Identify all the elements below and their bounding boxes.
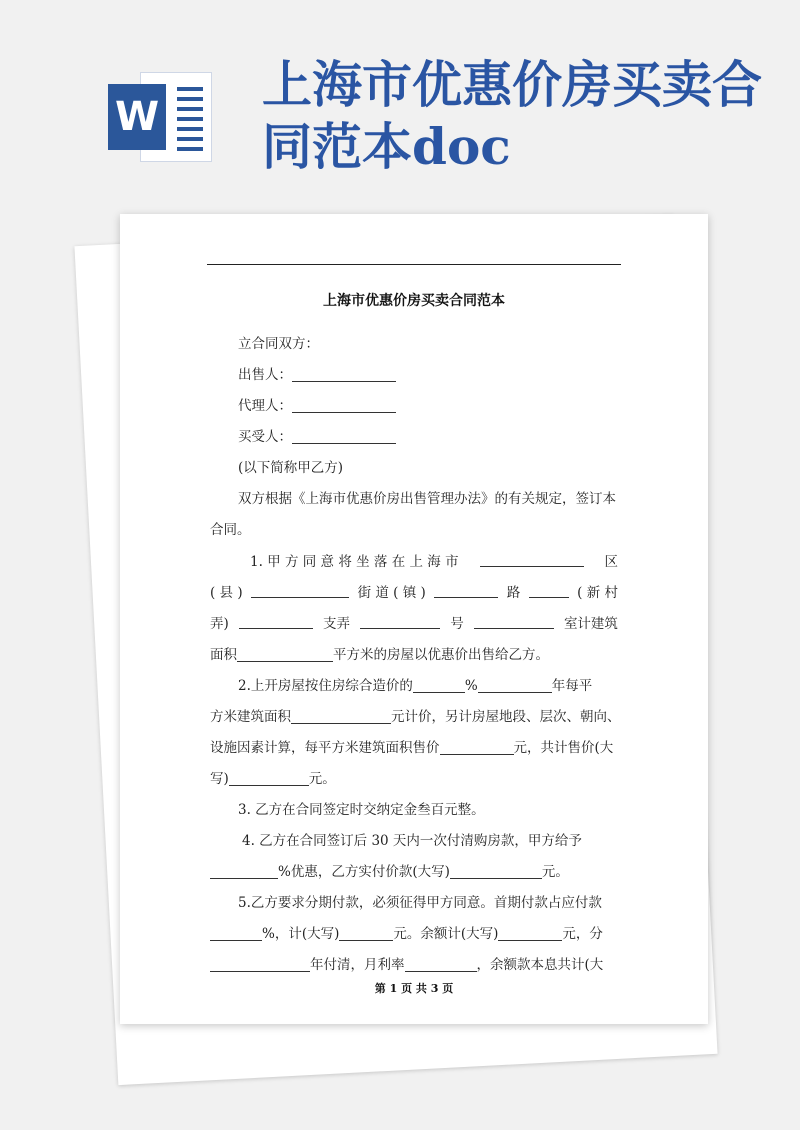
agent-blank — [292, 398, 396, 413]
parties-intro: 立合同双方： — [238, 336, 319, 352]
clause-4-line-2 — [210, 862, 569, 882]
clause-1-line-1 — [250, 552, 618, 572]
basis-line-1: 双方根据《上海市优惠价房出售管理办法》的有关规定，签订本 — [238, 491, 616, 507]
clause-5-text: 元，分 — [562, 926, 603, 942]
clause-1-text: 平方米的房屋以优惠价出售给乙方。 — [333, 647, 549, 663]
agent-label: 代理人： — [238, 398, 292, 414]
first-payment-percent-blank — [210, 926, 262, 941]
county-blank — [251, 583, 349, 598]
clause-4-line-1: 4. 乙方在合同签订后 30 天内一次付清购房款，甲方给予 — [242, 833, 582, 849]
sale-price-blank — [440, 740, 514, 755]
clause-2-text: % — [464, 678, 478, 694]
word-letter-badge: W — [108, 84, 166, 150]
lane-blank — [239, 614, 313, 629]
clause-2-text: 2.上开房屋按住房综合造价的 — [238, 678, 413, 694]
clause-2-line-3 — [210, 738, 613, 758]
clause-5-line-1: 5.乙方要求分期付款，必须征得甲方同意。首期付款占应付款 — [238, 895, 602, 911]
clause-5-text: ，余额款本息共计(大 — [476, 957, 604, 973]
discount-blank — [210, 864, 278, 879]
clause-1-line-2 — [210, 583, 618, 603]
clause-2-text: 方米建筑面积 — [210, 709, 291, 725]
clause-1-line-3 — [210, 614, 618, 634]
clause-4-text: 元。 — [541, 864, 569, 880]
clause-1-text: 街 道 ( 镇 ) — [357, 585, 426, 601]
buyer-blank — [292, 429, 396, 444]
seller-label: 出售人： — [238, 367, 292, 383]
seller-line — [238, 365, 396, 385]
page-heading: 上海市优惠价房买卖合同范本 — [323, 293, 505, 309]
interest-rate-blank — [405, 957, 477, 972]
clause-1-text: ( 县 ) — [210, 585, 243, 601]
clause-5-text: %，计(大写) — [262, 926, 340, 942]
road-blank — [529, 583, 569, 598]
document-title: 上海市优惠价房买卖合同范本doc — [262, 55, 762, 176]
total-price-blank — [229, 771, 309, 786]
clause-5-text: 年付清，月利率 — [310, 957, 405, 973]
page-number: 第 1 页 共 3 页 — [374, 982, 454, 995]
clause-2-text: 写) — [210, 771, 229, 787]
agent-line — [238, 396, 396, 416]
clause-1-text: ( 新 村 — [577, 585, 618, 601]
balance-blank — [498, 926, 562, 941]
clause-2-line-1 — [238, 676, 592, 696]
clause-1-text: 支弄 — [323, 616, 350, 632]
year-blank — [478, 678, 552, 693]
number-blank — [474, 614, 554, 629]
clause-2-text: 年每平 — [551, 678, 593, 694]
sublane-blank — [360, 614, 440, 629]
clause-5-line-3 — [210, 955, 603, 975]
clause-2-line-4 — [210, 769, 336, 789]
seller-blank — [292, 367, 396, 382]
clause-1-text: 号 — [450, 616, 464, 632]
basis-line-2: 合同。 — [210, 522, 251, 538]
clause-2-text: 元，共计售价(大 — [513, 740, 614, 756]
clause-2-text: 设施因素计算，每平方米建筑面积售价 — [210, 740, 440, 756]
header-rule — [207, 264, 621, 265]
first-payment-blank — [339, 926, 393, 941]
clause-2-text: 元。 — [308, 771, 336, 787]
document-page — [120, 214, 708, 1024]
area-blank — [237, 647, 333, 662]
buyer-label: 买受人： — [238, 429, 292, 445]
clause-1-text: 1. 甲 方 同 意 将 坐 落 在 上 海 市 — [250, 554, 459, 570]
buyer-line — [238, 427, 396, 447]
clause-2-text: 元计价，另计房屋地段、层次、朝向、 — [391, 709, 621, 725]
clause-5-text: 元。余额计(大写) — [393, 926, 499, 942]
clause-5-line-2 — [210, 924, 603, 944]
actual-price-blank — [450, 864, 542, 879]
clause-1-text: 弄) — [210, 616, 229, 632]
abbrev-line: (以下简称甲乙方) — [238, 460, 344, 476]
clause-2-line-2 — [210, 707, 621, 727]
years-blank — [210, 957, 310, 972]
clause-1-text: 路 — [506, 585, 521, 601]
clause-1-text: 区 — [604, 554, 618, 570]
clause-4-text: %优惠，乙方实付价款(大写) — [278, 864, 450, 880]
district-blank — [480, 552, 584, 567]
clause-1-text: 面积 — [210, 647, 237, 663]
street-blank — [434, 583, 498, 598]
percent-blank — [413, 678, 465, 693]
clause-1-text: 室计建筑 — [563, 616, 618, 632]
word-icon — [108, 72, 216, 162]
unit-price-blank — [291, 709, 391, 724]
clause-3: 3. 乙方在合同签定时交纳定金叁百元整。 — [238, 802, 485, 818]
clause-1-line-4 — [210, 645, 549, 665]
